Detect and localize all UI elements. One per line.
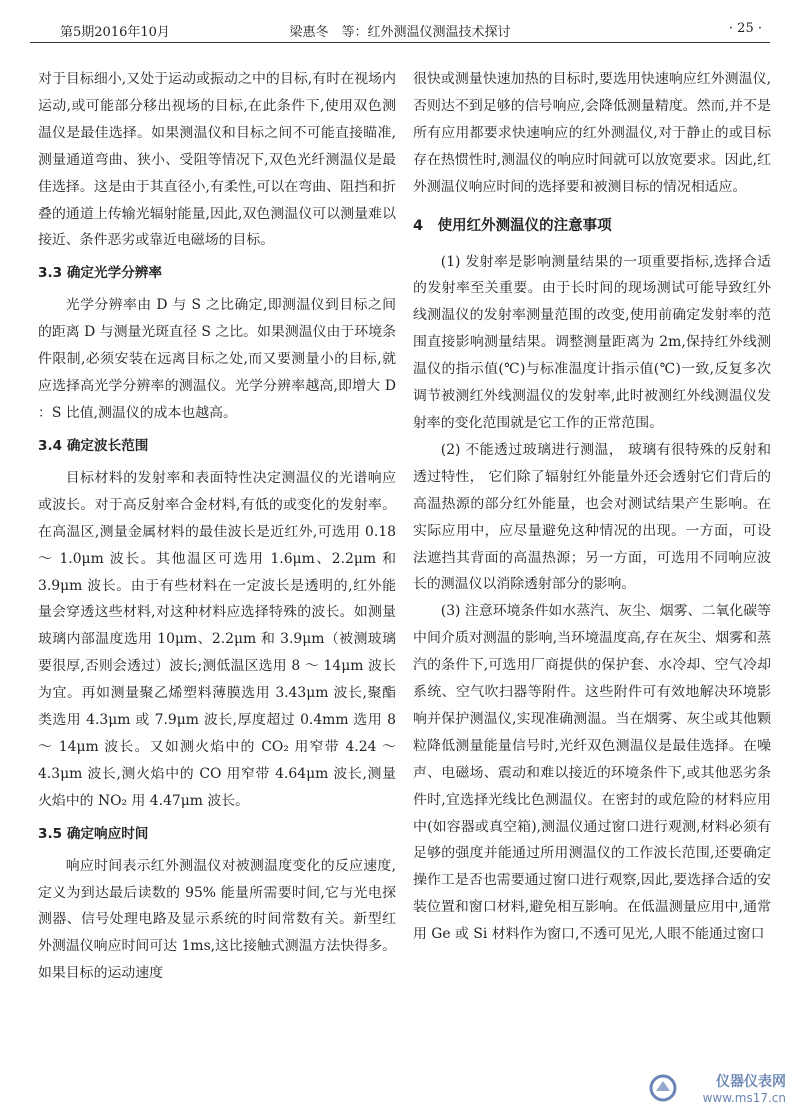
page-header [30, 18, 770, 43]
paragraph: (2) 不能透过玻璃进行测温， 玻璃有很特殊的反射和透过特性， 它们除了辐射红外能量外还会透射它们背后的高温热源的部分红外能量，也会对测试结果产生影响。在实际应用中，应尽量避免这种情况的出现。一方面，可设法遮挡其背面的高温热源；另一方面，可选用不同响应波长的测温仪以消除透射部分的影响。 [413, 441, 771, 593]
paragraph: 很快或测量快速加热的目标时,要选用快速响应红外测温仪,否则达不到足够的信号响应,会降低测量精度。然而,并不是所有应用都要求快速响应的红外测温仪,对于静止的或目标存在热惯性时,测温仪的响应时间就可以放宽要求。因此,红外测温仪响应时间的选择要和被测目标的情况相适应。 [413, 71, 771, 195]
paragraph: 目标材料的发射率和表面特性决定测温仪的光谱响应或波长。对于高反射率合金材料,有低的或变化的发射率。在高温区,测量金属材料的最佳波长是近红外,可选用 0.18 ～ 1.0μm 波长。其他温区可选用 1.6μm、2.2μm 和 3.9μm 波长。由于有些材料在一定波长是透明的,红外能量会穿透这些材料,对这种材料应选择特殊的波长。如测量玻璃内部温度选用 10μm、2.2μm 和 3.9μm（被测玻璃要很厚,否则会透过）波长;测低温区选用 8 ～ 14μm 波长为宜。再如测量聚乙烯塑料薄膜选用 3.43μm 波长,聚酯类选用 4.3μm 或 7.9μm 波长,厚度超过 0.4mm 选用 8 ～ 14μm 波长。又如测火焰中的 CO₂ 用窄带 4.24 ～ 4.3μm 波长,测火焰中的 CO 用窄带 4.64μm 波长,测量火焰中的 NO₂ 用 4.47μm 波长。 [38, 469, 396, 809]
section-heading-3-5: 3.5 确定响应时间 [38, 825, 149, 842]
watermark [642, 1069, 792, 1109]
paragraph: 对于目标细小,又处于运动或振动之中的目标,有时在视场内运动,或可能部分移出视场的目标,在此条件下,使用双色测温仪是最佳选择。如果测温仪和目标之间不可能直接瞄准,测量通道弯曲、狭小、受阻等情况下,双色光纤测温仪是最佳选择。这是由于其直径小,有柔性,可以在弯曲、阻挡和折叠的通道上传输光辐射能量,因此,双色测温仪可以测量难以接近、条件恶劣或靠近电磁场的目标。 [38, 71, 396, 249]
right-column [413, 66, 771, 948]
section-heading-4: 4 使用红外测温仪的注意事项 [413, 217, 612, 234]
section-heading-3-4: 3.4 确定波长范围 [38, 437, 149, 454]
left-column [38, 66, 396, 987]
watermark-logo-icon [648, 1073, 678, 1103]
paragraph: 光学分辨率由 D 与 S 之比确定,即测温仪到目标之间的距离 D 与测量光斑直径 S 之比。如果测温仪由于环境条件限制,必须安装在远离目标之处,而又要测量小的目标,就应选择高光学分辨率的测温仪。光学分辨率越高,即增大 D ：S 比值,测温仪的成本也越高。 [38, 297, 396, 421]
running-title: 梁惠冬 等：红外测温仪测温技术探讨 [289, 25, 511, 40]
paragraph: (3) 注意环境条件如水蒸汽、灰尘、烟雾、二氧化碳等中间介质对测温的影响,当环境温度高,存在灰尘、烟雾和蒸汽的条件下,可选用厂商提供的保护套、水冷却、空气冷却系统、空气吹扫器等附件。这些附件可有效地解决环境影响并保护测温仪,实现准确测温。当在烟雾、灰尘或其他颗粒降低测量能量信号时,光纤双色测温仪是最佳选择。在噪声、电磁场、震动和难以接近的环境条件下,或其他恶劣条件时,宜选择光线比色测温仪。在密封的或危险的材料应用中(如容器或真空箱),测温仪通过窗口进行观测,材料必须有足够的强度并能通过所用测温仪的工作波长范围,还要确定操作工是否也需要通过窗口进行观察,因此,要选择合适的安装位置和窗口材料,避免相互影响。在低温测量应用中,通常用 Ge 或 Si 材料作为窗口,不透可见光,人眼不能通过窗口 [413, 603, 771, 943]
page-number: · 25 · [728, 21, 762, 36]
section-heading-3-3: 3.3 确定光学分辨率 [38, 265, 162, 282]
paragraph: 响应时间表示红外测温仪对被测温度变化的反应速度,定义为到达最后读数的 95% 能量所需要时间,它与光电探测器、信号处理电路及显示系统的时间常数有关。新型红外测温仪响应时间可达 1ms,这比接触式测温方法快得多。如果目标的运动速度 [38, 857, 396, 982]
watermark-url: www.ms17.cn [702, 1091, 786, 1105]
paragraph: (1) 发射率是影响测量结果的一项重要指标,选择合适的发射率至关重要。由于长时间的现场测试可能导致红外线测温仪的发射率测量范围的改变,使用前确定发射率的范围直接影响测量结果。调整测量距离为 2m,保持红外线测温仪的指示值(℃)与标准温度计指示值(℃)一致,反复多次调节被测红外线测温仪的发射率,此时被测红外线测温仪发射率的变化范围就是它工作的正常范围。 [413, 253, 771, 431]
watermark-text: 仪器仪表网 [716, 1074, 786, 1090]
journal-issue: 第5期2016年10月 [60, 25, 170, 40]
